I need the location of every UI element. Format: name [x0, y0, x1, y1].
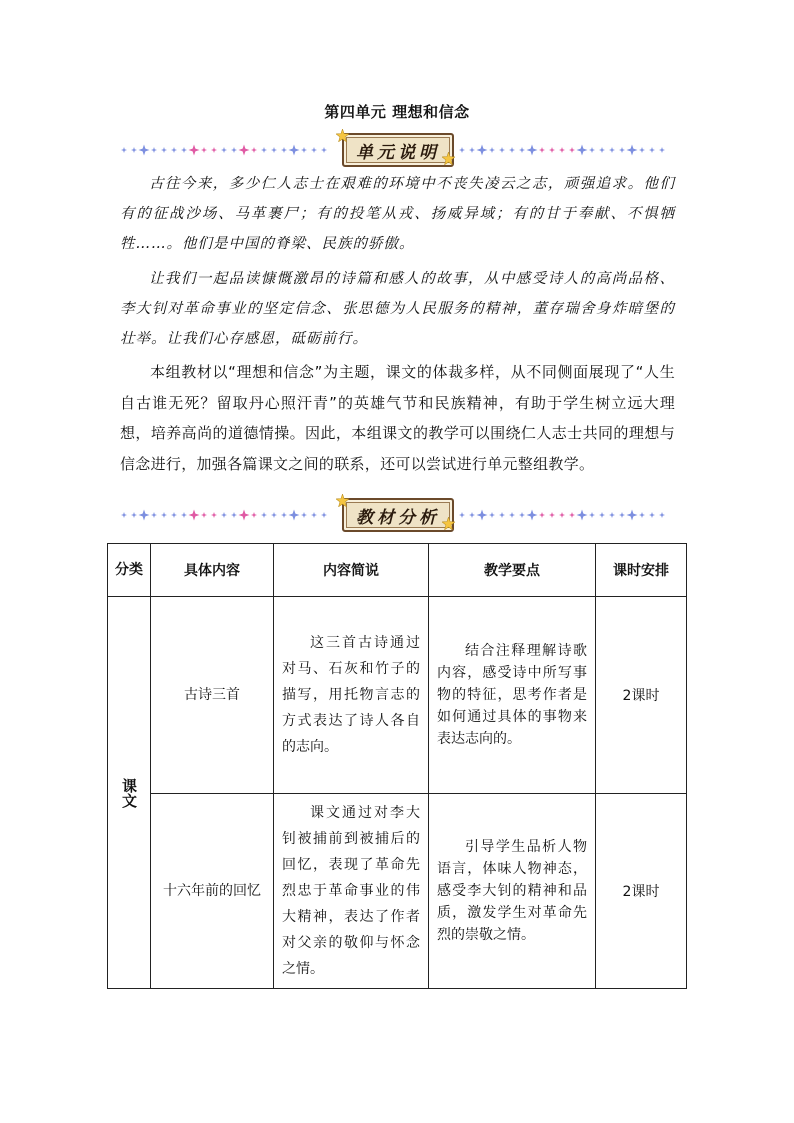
sparkle-icon [151, 147, 157, 153]
sparkle-icon [639, 512, 645, 518]
sparkle-icon [189, 510, 200, 521]
star-icon [336, 494, 349, 507]
sparkle-icon [559, 147, 565, 153]
sparkle-icon [189, 145, 200, 156]
teaching-points-cell: 结合注释理解诗歌内容，感受诗中所写事物的特征，思考作者是如何通过具体的事物来表达志向的。 [429, 597, 596, 794]
sparkle-icon [211, 147, 217, 153]
sparkle-icon [609, 147, 615, 153]
sparkle-icon [321, 147, 327, 153]
sparkle-icon [599, 512, 605, 518]
sparkle-icon [659, 147, 665, 153]
sparkle-icon [527, 510, 538, 521]
sparkle-icon [271, 147, 277, 153]
sparkle-icon [477, 145, 488, 156]
page-title: 第四单元 理想和信念 [324, 103, 470, 121]
sparkle-icon [489, 147, 495, 153]
sparkle-icon [201, 512, 207, 518]
header-category: 分类 [108, 544, 151, 597]
unit-paragraph-3: 本组教材以“理想和信念”为主题，课文的体裁多样，从不同侧面展现了“人生自古谁无死？留取丹心照汗青”的英雄气节和民族精神，有助于学生树立远大理想，培养高尚的道德情操。因此，本组课文的教学可以围绕仁人志士共同的理想与信念进行，加强各篇课文之间的联系，还可以尝试进行单元整组教学。 [120, 363, 675, 473]
table-header-row [108, 544, 687, 597]
unit-description-plaque [342, 133, 454, 167]
star-icon [442, 152, 455, 165]
sparkle-icon [509, 512, 515, 518]
sparkle-icon [659, 512, 665, 518]
sparkle-icon [569, 147, 575, 153]
sparkle-icon [221, 512, 227, 518]
teaching-points-cell: 引导学生品析人物语言，体味人物神态，感受李大钊的精神和品质，激发学生对革命先烈的崇敬之情。 [429, 794, 596, 989]
sparkle-icon [201, 147, 207, 153]
unit-paragraph-1: 古往今来，多少仁人志士在艰难的环境中不丧失凌云之志，顽强追求。他们有的征战沙场、马革裹尸；有的投笔从戎、扬威异域；有的甘于奉献、不惧牺牲……。他们是中国的脊梁、民族的骄傲。 [120, 176, 675, 252]
sparkle-icon [459, 147, 465, 153]
sparkle-icon [211, 512, 217, 518]
sparkle-icon [181, 512, 187, 518]
header-teaching-points: 教学要点 [429, 544, 596, 597]
sparkle-icon [251, 147, 257, 153]
material-analysis-plaque [342, 498, 454, 532]
unit-paragraph-2: 让我们一起品读慷慨激昂的诗篇和感人的故事，从中感受诗人的高尚品格、李大钊对革命事业的坚定信念、张思德为人民服务的精神，董存瑞舍身炸暗堡的壮举。让我们心存感恩，砥砺前行。 [120, 271, 675, 347]
decorative-dots-right [458, 144, 675, 156]
class-hours-cell: 2课时 [596, 794, 687, 989]
material-analysis-table [107, 543, 687, 989]
sparkle-icon [499, 512, 505, 518]
sparkle-icon [161, 512, 167, 518]
sparkle-icon [559, 512, 565, 518]
sparkle-icon [527, 145, 538, 156]
class-hours-cell: 2课时 [596, 597, 687, 794]
sparkle-icon [151, 512, 157, 518]
content-cell: 十六年前的回忆 [151, 794, 274, 989]
sparkle-icon [649, 512, 655, 518]
category-cell: 课文 [108, 597, 151, 989]
sparkle-icon [121, 512, 127, 518]
sparkle-icon [181, 147, 187, 153]
table-row [108, 794, 687, 989]
decorative-dots-left [120, 509, 332, 521]
sparkle-icon [519, 147, 525, 153]
sparkle-icon [311, 512, 317, 518]
sparkle-icon [139, 510, 150, 521]
sparkle-icon [281, 147, 287, 153]
unit-description-banner [120, 130, 675, 170]
sparkle-icon [619, 147, 625, 153]
sparkle-icon [539, 512, 545, 518]
decorative-dots-left [120, 144, 332, 156]
sparkle-icon [469, 147, 475, 153]
sparkle-icon [499, 147, 505, 153]
table-row [108, 597, 687, 794]
sparkle-icon [289, 145, 300, 156]
sparkle-icon [301, 147, 307, 153]
sparkle-icon [239, 145, 250, 156]
sparkle-icon [589, 147, 595, 153]
sparkle-icon [311, 147, 317, 153]
header-summary: 内容简说 [274, 544, 429, 597]
summary-cell: 这三首古诗通过对马、石灰和竹子的描写，用托物言志的方式表达了诗人各自的志向。 [274, 597, 429, 794]
sparkle-icon [231, 512, 237, 518]
sparkle-icon [549, 147, 555, 153]
sparkle-icon [469, 512, 475, 518]
sparkle-icon [539, 147, 545, 153]
sparkle-icon [161, 147, 167, 153]
decorative-dots-right [458, 509, 675, 521]
star-icon [442, 517, 455, 530]
sparkle-icon [549, 512, 555, 518]
content-cell: 古诗三首 [151, 597, 274, 794]
sparkle-icon [477, 510, 488, 521]
sparkle-icon [131, 512, 137, 518]
sparkle-icon [289, 510, 300, 521]
sparkle-icon [281, 512, 287, 518]
sparkle-icon [649, 147, 655, 153]
sparkle-icon [459, 512, 465, 518]
material-analysis-heading: 教材分析 [356, 507, 440, 528]
star-icon [336, 129, 349, 142]
sparkle-icon [321, 512, 327, 518]
sparkle-icon [489, 512, 495, 518]
sparkle-icon [627, 510, 638, 521]
material-analysis-banner [120, 495, 675, 535]
sparkle-icon [619, 512, 625, 518]
sparkle-icon [577, 145, 588, 156]
sparkle-icon [231, 147, 237, 153]
sparkle-icon [271, 512, 277, 518]
sparkle-icon [251, 512, 257, 518]
sparkle-icon [121, 147, 127, 153]
sparkle-icon [509, 147, 515, 153]
sparkle-icon [171, 512, 177, 518]
header-content: 具体内容 [151, 544, 274, 597]
sparkle-icon [139, 145, 150, 156]
sparkle-icon [221, 147, 227, 153]
sparkle-icon [239, 510, 250, 521]
sparkle-icon [627, 145, 638, 156]
sparkle-icon [569, 512, 575, 518]
sparkle-icon [519, 512, 525, 518]
sparkle-icon [577, 510, 588, 521]
sparkle-icon [261, 512, 267, 518]
summary-cell: 课文通过对李大钊被捕前到被捕后的回忆，表现了革命先烈忠于革命事业的伟大精神，表达了作者对父亲的敬仰与怀念之情。 [274, 794, 429, 989]
header-class-hours: 课时安排 [596, 544, 687, 597]
sparkle-icon [301, 512, 307, 518]
sparkle-icon [639, 147, 645, 153]
sparkle-icon [261, 147, 267, 153]
sparkle-icon [609, 512, 615, 518]
sparkle-icon [589, 512, 595, 518]
unit-description-heading: 单元说明 [356, 142, 440, 163]
sparkle-icon [599, 147, 605, 153]
sparkle-icon [131, 147, 137, 153]
sparkle-icon [171, 147, 177, 153]
